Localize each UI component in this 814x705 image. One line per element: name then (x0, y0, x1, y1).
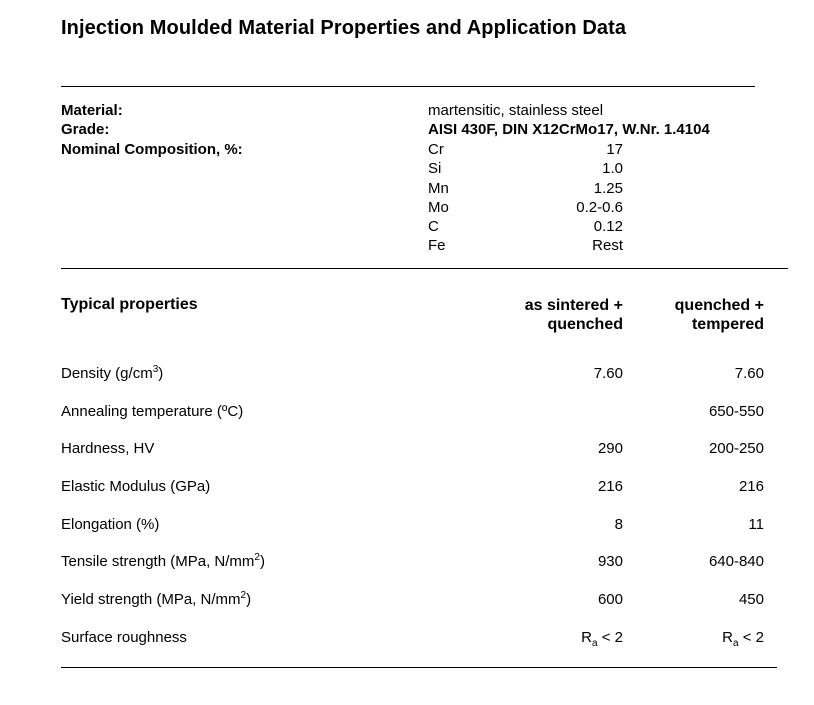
property-value-tempered: 200-250 (708, 440, 764, 457)
column-header-line: tempered (691, 316, 764, 333)
composition-element: Mn (428, 180, 449, 197)
property-value-tempered: 650-550 (708, 403, 764, 420)
properties-heading: Typical properties (61, 296, 198, 313)
column-header-line: quenched + (674, 297, 764, 314)
composition-value: 17 (606, 141, 623, 158)
composition-label: Nominal Composition, %: (61, 141, 243, 158)
property-label: Yield strength (MPa, $N/mm^2$) (61, 590, 252, 608)
composition-value: 1.0 (602, 160, 623, 177)
property-value-tempered: 450 (738, 591, 764, 608)
composition-element: Fe (428, 237, 446, 254)
property-value-tempered: 7.60 (734, 365, 764, 382)
property-label: Hardness, HV (61, 440, 155, 457)
column-header-line: as sintered + (524, 297, 623, 314)
property-value-tempered: 640-840 (708, 553, 764, 570)
composition-element: Si (428, 160, 442, 177)
composition-value: 0.12 (593, 218, 623, 235)
property-value-sintered: 930 (597, 553, 623, 570)
property-value-tempered: 216 (738, 478, 764, 495)
property-value-tempered: $R_a < 2$ (722, 629, 764, 649)
divider-middle (61, 268, 788, 269)
grade-value: AISI 430F, DIN X12CrMo17, W.Nr. 1.4104 (428, 121, 710, 138)
column-header-line: quenched (547, 316, 623, 333)
property-label: Elastic Modulus (GPa) (61, 478, 211, 495)
composition-value: 1.25 (593, 180, 623, 197)
property-label: Density $(g/cm^3)$ (61, 364, 164, 382)
property-value-sintered: 600 (597, 591, 623, 608)
composition-element: Mo (428, 199, 449, 216)
composition-value: 0.2-0.6 (576, 199, 623, 216)
composition-element: C (428, 218, 439, 235)
grade-label: Grade: (61, 121, 110, 138)
property-value-sintered: $R_a < 2$ (581, 629, 623, 649)
composition-value: Rest (592, 237, 623, 254)
property-value-sintered: 8 (614, 516, 623, 533)
property-label: Surface roughness (61, 629, 187, 646)
property-value-sintered: 290 (597, 440, 623, 457)
divider-bottom (61, 667, 777, 668)
property-value-sintered: 216 (597, 478, 623, 495)
property-value-sintered: 7.60 (593, 365, 623, 382)
material-label: Material: (61, 102, 123, 119)
property-value-tempered: 11 (748, 516, 764, 533)
column-header-tempered (675, 296, 764, 334)
column-header-as-sintered (525, 296, 623, 334)
property-label: Tensile strength (MPa, $N/mm^2$) (61, 552, 265, 570)
material-value: martensitic, stainless steel (428, 102, 604, 119)
page-title: Injection Moulded Material Properties and Application Data (61, 17, 627, 39)
divider-top (61, 86, 755, 87)
property-label: Elongation (%) (61, 516, 160, 533)
composition-element: Cr (428, 141, 444, 158)
property-label: Annealing temperature (ºC) (61, 403, 244, 420)
